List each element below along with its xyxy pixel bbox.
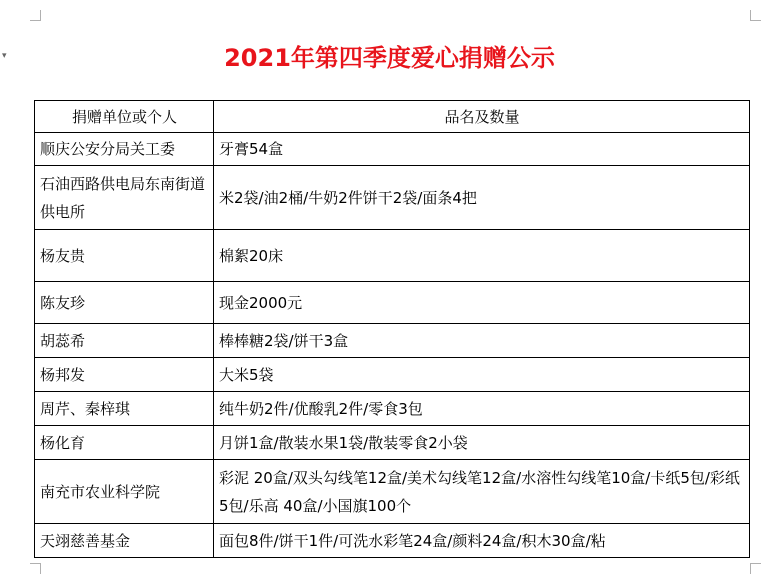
items-cell: 纯牛奶2件/优酸乳2件/零食3包: [214, 392, 750, 426]
table-row: [35, 230, 750, 282]
page-title: 2021年第四季度爱心捐赠公示: [224, 44, 555, 72]
table-row: [35, 460, 750, 524]
table-row: [35, 282, 750, 324]
items-cell: 大米5袋: [214, 358, 750, 392]
items-cell: 米2袋/油2桶/牛奶2件饼干2袋/面条4把: [214, 166, 750, 230]
page-corner-mark-bottom-left: [30, 563, 41, 574]
donor-cell: 周芹、秦梓琪: [35, 392, 214, 426]
items-cell: 现金2000元: [214, 282, 750, 324]
donor-cell: 杨友贵: [35, 230, 214, 282]
table-row: [35, 524, 750, 558]
items-cell: 彩泥 20盒/双头勾线笔12盒/美术勾线笔12盒/水溶性勾线笔10盒/卡纸5包/彩纸5包/乐高 40盒/小国旗100个: [214, 460, 750, 524]
table-row: [35, 324, 750, 358]
items-cell: 棒棒糖2袋/饼干3盒: [214, 324, 750, 358]
header-items: 品名及数量: [214, 101, 750, 133]
donor-cell: 南充市农业科学院: [35, 460, 214, 524]
header-donor: 捐赠单位或个人: [35, 101, 214, 133]
page-corner-mark-top-left: [30, 10, 41, 21]
items-cell: 月饼1盒/散装水果1袋/散装零食2小袋: [214, 426, 750, 460]
donor-cell: 陈友珍: [35, 282, 214, 324]
table-row: [35, 426, 750, 460]
table-row: [35, 358, 750, 392]
table-header-row: [35, 101, 750, 133]
table-row: [35, 392, 750, 426]
page-corner-mark-bottom-right: [750, 563, 761, 574]
table-row: [35, 166, 750, 230]
donor-cell: 胡蕊希: [35, 324, 214, 358]
page-corner-mark-top-right: [750, 10, 761, 21]
items-cell: 棉絮20床: [214, 230, 750, 282]
donor-cell: 杨邦发: [35, 358, 214, 392]
donor-cell: 杨化育: [35, 426, 214, 460]
donor-cell: 石油西路供电局东南街道供电所: [35, 166, 214, 230]
table-row: [35, 133, 750, 166]
donor-cell: 顺庆公安分局关工委: [35, 133, 214, 166]
paragraph-mark-icon: ▾: [2, 51, 7, 61]
items-cell: 面包8件/饼干1件/可洗水彩笔24盒/颜料24盒/积木30盒/粘: [214, 524, 750, 558]
items-cell: 牙膏54盒: [214, 133, 750, 166]
donor-cell: 天翊慈善基金: [35, 524, 214, 558]
donation-table: [34, 100, 750, 558]
